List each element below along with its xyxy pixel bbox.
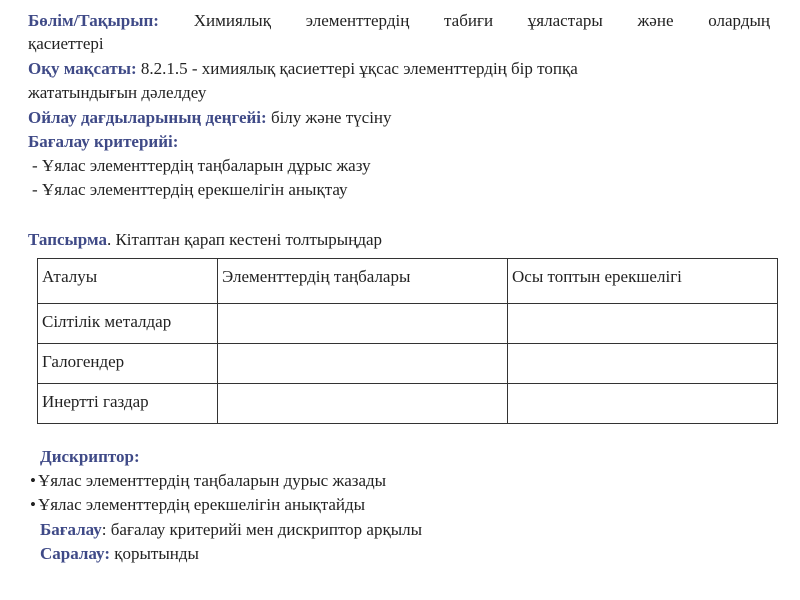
- table-header-cell: Аталуы: [38, 259, 218, 304]
- section-text: Химиялық элементтердің табиғи ұяластары және олардың: [193, 11, 771, 30]
- table-cell: [508, 304, 778, 344]
- objective-text-cont: жататындығын дәлелдеу: [28, 83, 207, 102]
- table-cell: [218, 304, 508, 344]
- descriptor-item: [30, 470, 386, 492]
- criteria-item: - Ұялас элементтердің таңбаларын дұрыс жазу: [32, 156, 371, 175]
- task-line: [28, 229, 382, 251]
- section-line: [28, 10, 770, 32]
- task-text: . Кітаптан қарап кестені толтырыңдар: [106, 230, 383, 249]
- grading-text: қорытынды: [110, 544, 199, 563]
- descriptor-label: Дискриптор:: [40, 447, 140, 466]
- assessment-line: [40, 519, 422, 541]
- grading-label: Саралау:: [40, 544, 110, 563]
- table-header-cell: Элементтердің таңбалары: [218, 259, 508, 304]
- table-cell: [218, 384, 508, 424]
- objective-line: [28, 58, 578, 80]
- descriptor-item: [30, 494, 365, 516]
- table-cell: Инертті газдар: [38, 384, 218, 424]
- task-label: Тапсырма: [28, 230, 107, 249]
- assessment-label: Бағалау: [40, 520, 102, 539]
- criteria-item: - Ұялас элементтердің ерекшелігін анықтау: [32, 180, 348, 199]
- table-cell: [508, 384, 778, 424]
- grading-line: [40, 543, 199, 565]
- section-label: Бөлім/Тақырып:: [28, 11, 159, 30]
- table-row: [38, 304, 778, 344]
- table-cell: [218, 344, 508, 384]
- table-header-row: [38, 259, 778, 304]
- criteria-label: Бағалау критерийі:: [28, 132, 179, 151]
- table-cell: Сілтілік металдар: [38, 304, 218, 344]
- assessment-text: : бағалау критерийі мен дискриптор арқылы: [101, 520, 423, 539]
- table-cell: Галогендер: [38, 344, 218, 384]
- thinking-text: білу және түсіну: [270, 108, 392, 127]
- objective-label: Оқу мақсаты:: [28, 59, 137, 78]
- table-row: [38, 344, 778, 384]
- table-header-cell: Осы топтын ерекшелігі: [508, 259, 778, 304]
- descriptor-item-text: Ұялас элементтердің ерекшелігін анықтайды: [37, 495, 366, 514]
- table-row: [38, 384, 778, 424]
- table-cell: [508, 344, 778, 384]
- objective-text: 8.2.1.5 - химиялық қасиеттері ұқсас элементтердің бір топқа: [140, 59, 578, 78]
- fill-table: [37, 258, 778, 424]
- thinking-line: [28, 107, 392, 129]
- thinking-label: Ойлау дағдыларының деңгейі:: [28, 108, 267, 127]
- section-text-cont: қасиеттері: [28, 34, 104, 53]
- descriptor-item-text: Ұялас элементтердің таңбаларын дурыс жазады: [37, 471, 387, 490]
